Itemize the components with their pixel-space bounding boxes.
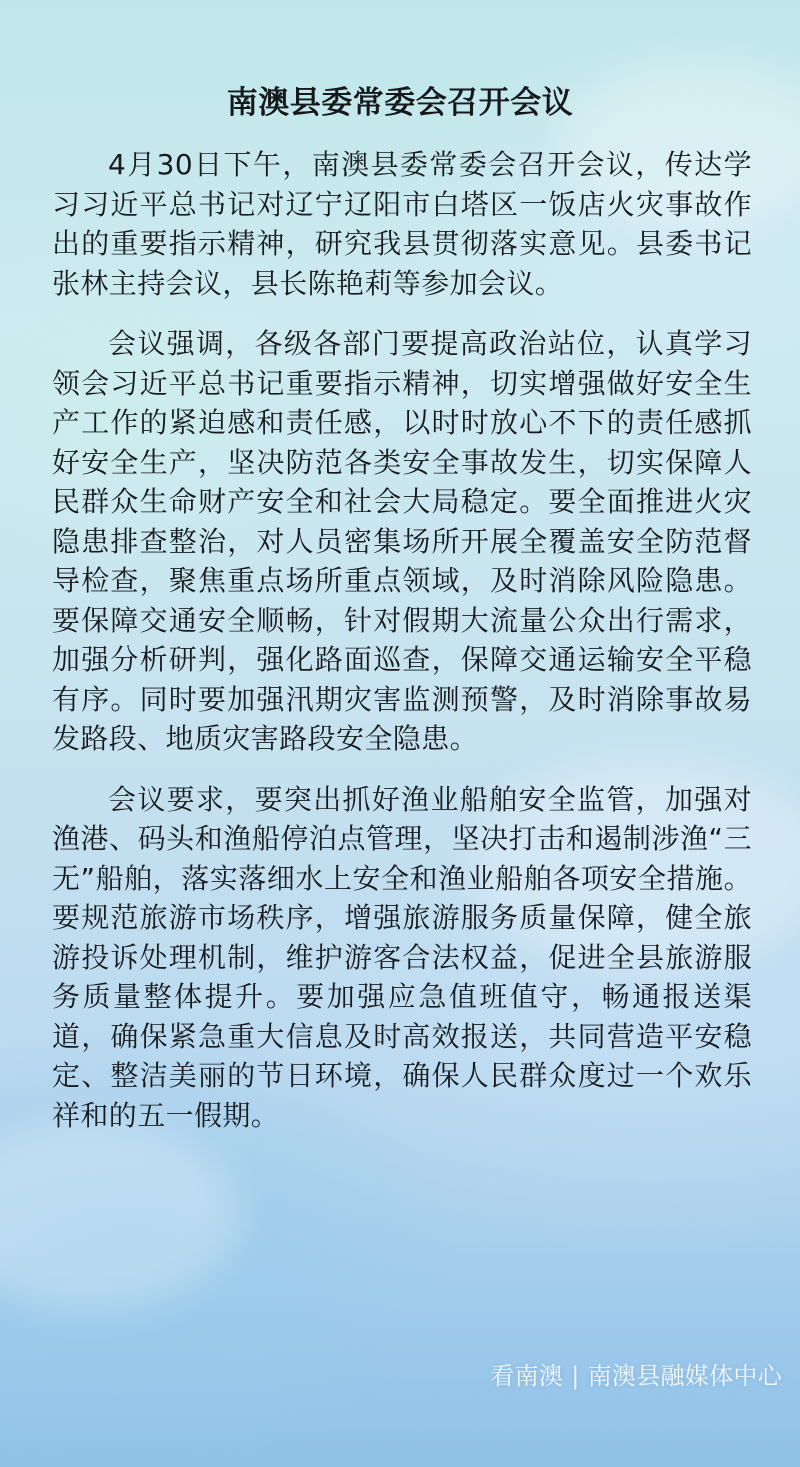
article-title: 南澳县委常委会召开会议 <box>226 84 574 121</box>
source-separator: | <box>571 1362 580 1390</box>
source-name: 看南澳 <box>490 1362 564 1390</box>
paragraph-1: 4月30日下午，南澳县委常委会召开会议，传达学习习近平总书记对辽宁辽阳市白塔区一饭店火灾事故作出的重要指示精神，研究我县贯彻落实意见。县委书记张林主持会议，县长陈艳莉等参加会议。 <box>52 148 752 300</box>
article-body <box>52 145 752 1156</box>
paragraph-2: 会议强调，各级各部门要提高政治站位，认真学习领会习近平总书记重要指示精神，切实增强做好安全生产工作的紧迫感和责任感，以时时放心不下的责任感抓好安全生产，坚决防范各类安全事故发生，切实保障人民群众生命财产安全和社会大局稳定。要全面推进火灾隐患排查整治，对人员密集场所开展全覆盖安全防范督导检查，聚焦重点场所重点领域，及时消除风险隐患。要保障交通安全顺畅，针对假期大流量公众出行需求，加强分析研判，强化路面巡查，保障交通运输安全平稳有序。同时要加强汛期灾害监测预警，及时消除事故易发路段、地质灾害路段安全隐患。 <box>52 327 752 755</box>
paragraph-3: 会议要求，要突出抓好渔业船舶安全监管，加强对渔港、码头和渔船停泊点管理，坚决打击和遏制涉渔“三无”船舶，落实落细水上安全和渔业船舶各项安全措施。要规范旅游市场秩序，增强旅游服务质量保障，健全旅游投诉处理机制，维护游客合法权益，促进全县旅游服务质量整体提升。要加强应急值班值守，畅通报送渠道，确保紧急重大信息及时高效报送，共同营造平安稳定、整洁美丽的节日环境，确保人民群众度过一个欢乐祥和的五一假期。 <box>52 782 752 1132</box>
source-credit <box>490 1356 782 1391</box>
source-organization: 南澳县融媒体中心 <box>587 1362 782 1390</box>
